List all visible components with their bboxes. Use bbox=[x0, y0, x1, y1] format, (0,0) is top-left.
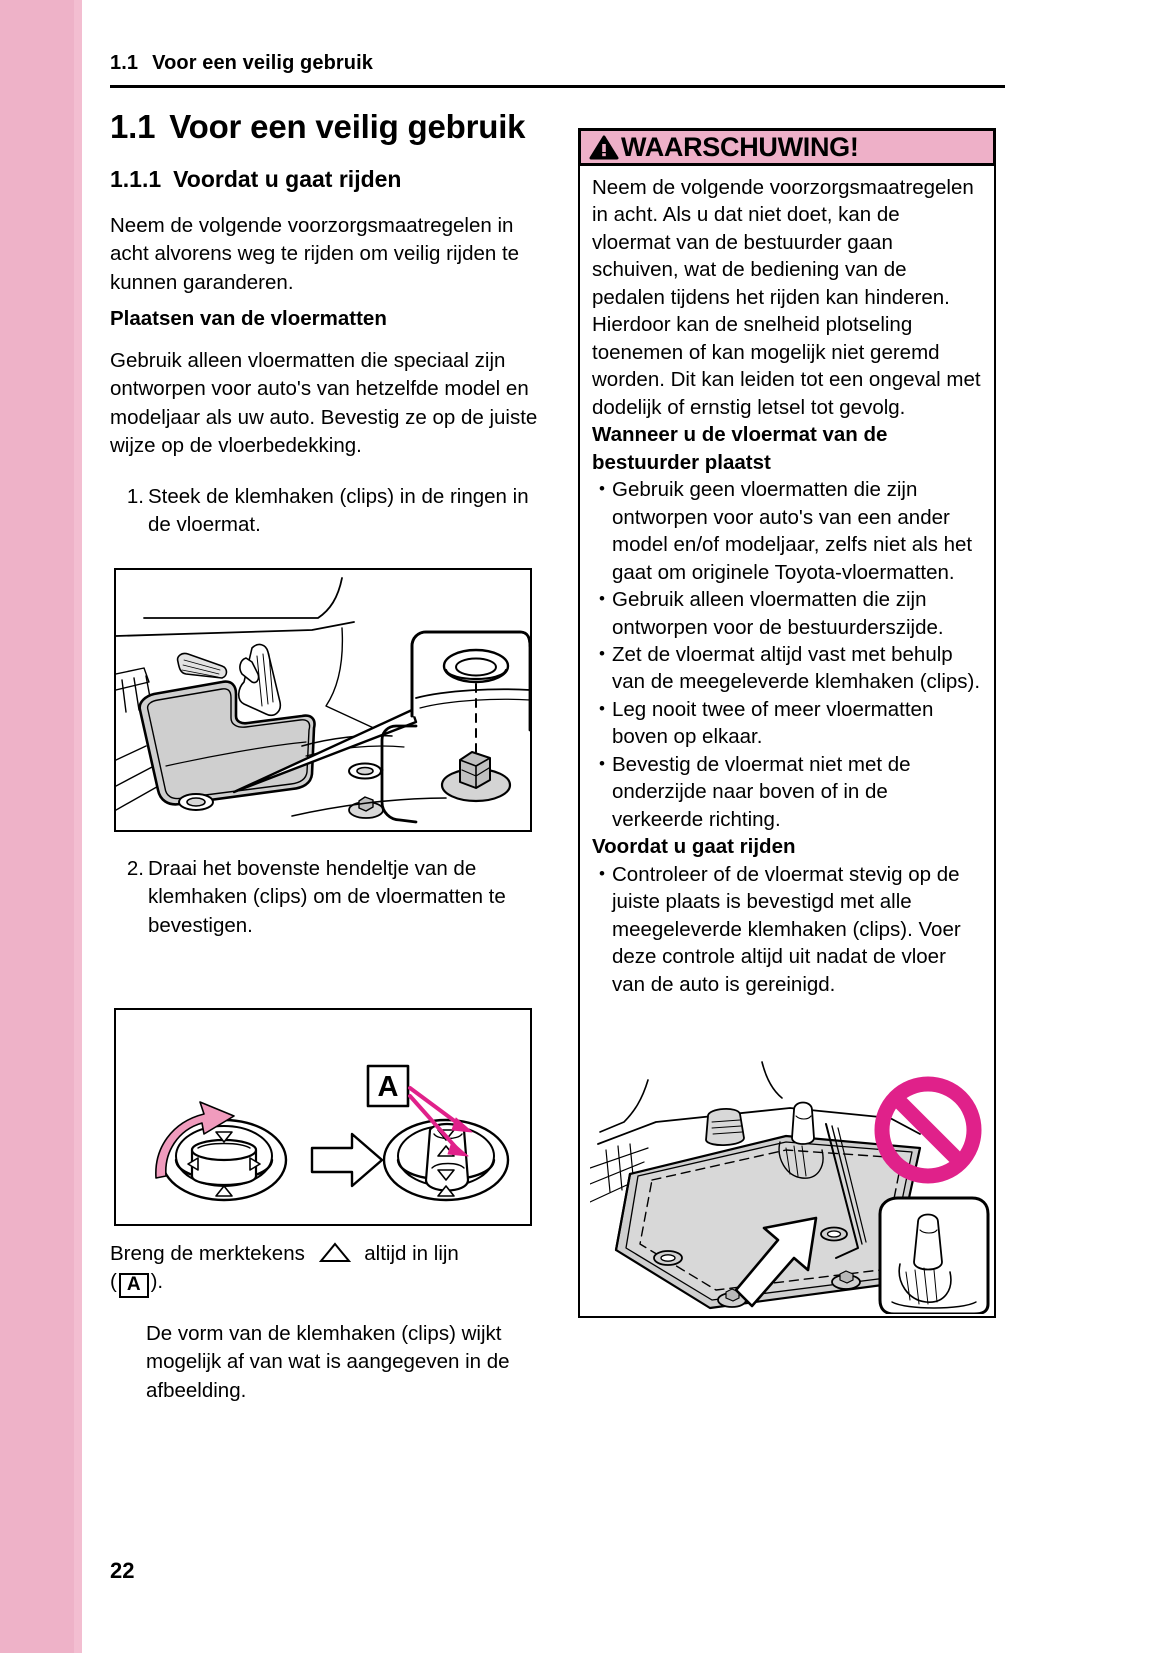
page-number: 22 bbox=[110, 1558, 135, 1583]
mats-paragraph: Gebruik alleen vloermatten die speciaal zijn ontworpen voor auto's van hetzelfde model en modeljaar als uw auto. Bevestig ze op de juiste wijze op de vloerbedekking. bbox=[110, 349, 538, 457]
list-item bbox=[592, 861, 982, 998]
running-header-number: 1.1 bbox=[110, 52, 139, 74]
page-margin-band-highlight bbox=[74, 0, 82, 1653]
list-item bbox=[592, 586, 982, 641]
page-margin-band bbox=[0, 0, 82, 1653]
warning-triangle-icon bbox=[589, 134, 619, 161]
running-header bbox=[110, 52, 1005, 75]
warning-section1-heading: Wanneer u de vloermat van de bestuurder plaatst bbox=[592, 423, 888, 474]
figure-floor-mat-clip-rings bbox=[114, 568, 532, 832]
step-text: Steek de klemhaken (clips) in de ringen in de vloermat. bbox=[148, 485, 529, 537]
alignment-note bbox=[110, 1240, 540, 1298]
list-item bbox=[592, 641, 982, 696]
page-title-text: Voor een veilig gebruik bbox=[169, 108, 526, 145]
step-marker: 2. bbox=[126, 857, 144, 880]
bullet-icon: • bbox=[599, 589, 605, 609]
clip-shape-note: De vorm van de klemhaken (clips) wijkt mogelijk af van wat is aangegeven in de afbeelding. bbox=[146, 1322, 510, 1402]
warning-box-body bbox=[580, 168, 992, 998]
bullet-icon: • bbox=[599, 698, 605, 718]
prohibited-mat-stacking-illustration bbox=[590, 1052, 990, 1314]
figure-prohibited-mat-stacking bbox=[590, 1052, 990, 1314]
subheading-placing-mats: Plaatsen van de vloermatten bbox=[110, 307, 387, 330]
warning-intro: Neem de volgende voorzorgsmaatregelen in acht. Als u dat niet doet, kan de vloermat van de bestuurder gaan schuiven, wat de bediening van de pedalen tijdens het rijden kan hinderen. Hierdoor kan de snelheid plotseling toenemen of kan mogelijk niet geremd worden. Dit kan leiden tot een ongeval met dodelijk of ernstig letsel tot gevolg. bbox=[592, 176, 981, 419]
bullet-text: Leg nooit twee of meer vloermatten boven op elkaar. bbox=[612, 697, 934, 749]
triangle-mark-icon bbox=[318, 1241, 352, 1263]
bullet-icon: • bbox=[599, 479, 605, 499]
step-list-2 bbox=[110, 855, 540, 940]
bullet-text: Bevestig de vloermat niet met de onderzijde naar boven of in de verkeerde richting. bbox=[612, 752, 911, 831]
bullet-icon: • bbox=[599, 643, 605, 663]
bullet-icon: • bbox=[599, 863, 605, 883]
header-divider bbox=[110, 85, 1005, 88]
page-content bbox=[110, 0, 1110, 1653]
running-header-title: Voor een veilig gebruik bbox=[152, 52, 373, 74]
list-item bbox=[110, 855, 540, 940]
warning-box-title: WAARSCHUWING! bbox=[621, 131, 859, 162]
page-title bbox=[110, 108, 580, 146]
figure-clip-lever-rotation bbox=[114, 1008, 532, 1226]
step-list-1 bbox=[110, 483, 540, 540]
warning-section1-bullets bbox=[592, 476, 982, 833]
bullet-text: Controleer of de vloermat stevig op de juiste plaats is bevestigd met alle meegeleverde klemhaken (clips). Voer deze controle altijd uit nadat de vloer van de auto is gereinigd. bbox=[612, 862, 961, 996]
bullet-icon: • bbox=[599, 753, 605, 773]
step-text: Draai het bovenste hendeltje van de klemhaken (clips) om de vloermatten te bevestigen. bbox=[148, 857, 506, 937]
alignment-note-prefix: Breng de merktekens bbox=[110, 1242, 305, 1265]
callout-label-a-inline: A bbox=[119, 1273, 149, 1298]
bullet-text: Zet de vloermat altijd vast met behulp van de meegeleverde klemhaken (clips). bbox=[612, 642, 981, 694]
list-item bbox=[592, 751, 982, 833]
section-title bbox=[110, 166, 580, 194]
bullet-text: Gebruik geen vloermatten die zijn ontworpen voor auto's van een ander model en/of modeljaar, zelfs niet als het gaat om originele Toyota-vloermatten. bbox=[612, 478, 973, 584]
step-marker: 1. bbox=[126, 485, 144, 508]
alignment-note-middle: altijd in lijn bbox=[364, 1242, 459, 1265]
list-item bbox=[110, 483, 540, 540]
section-title-number: 1.1.1 bbox=[110, 166, 162, 192]
warning-section2-heading: Voordat u gaat rijden bbox=[592, 835, 796, 859]
alignment-note-close: ). bbox=[150, 1270, 164, 1294]
clip-lever-rotation-illustration bbox=[116, 1010, 530, 1224]
list-item bbox=[592, 476, 982, 586]
floor-mat-clip-rings-illustration bbox=[116, 570, 530, 830]
section-title-text: Voordat u gaat rijden bbox=[173, 166, 402, 192]
intro-paragraph: Neem de volgende voorzorgsmaatregelen in acht alvorens weg te rijden om veilig rijden te kunnen garanderen. bbox=[110, 214, 520, 294]
warning-section2-bullets bbox=[592, 861, 982, 998]
warning-box-header bbox=[578, 128, 996, 166]
alignment-note-open: ( bbox=[110, 1270, 117, 1294]
page-title-number: 1.1 bbox=[110, 108, 156, 145]
prohibition-icon bbox=[882, 1084, 974, 1176]
bullet-text: Gebruik alleen vloermatten die zijn ontworpen voor de bestuurderszijde. bbox=[612, 588, 944, 639]
list-item bbox=[592, 696, 982, 751]
callout-label-a: A bbox=[377, 1071, 399, 1103]
